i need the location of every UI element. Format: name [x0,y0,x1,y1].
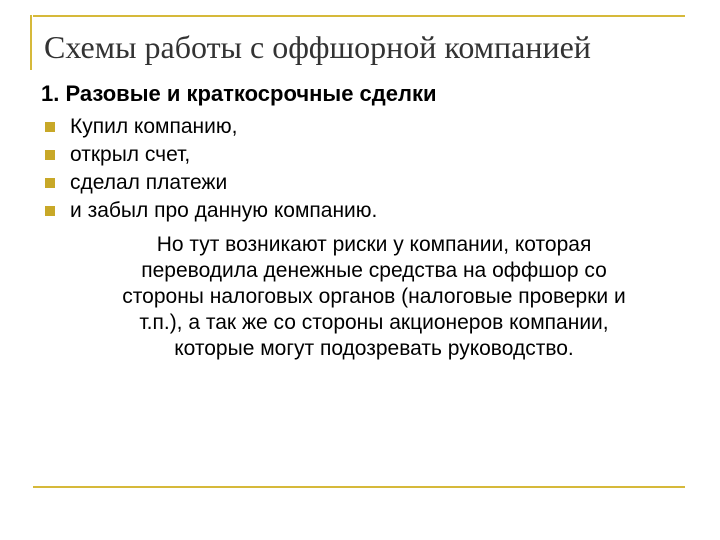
slide-title: Схемы работы с оффшорной компанией [44,29,591,65]
bullet-text: открыл счет, [70,143,191,166]
list-item [41,141,377,169]
list-item [41,169,377,197]
paragraph-line: которые могут подозревать руководство. [174,337,574,360]
risk-paragraph [60,232,688,362]
list-item [41,113,377,141]
paragraph-line: т.п.), а так же со стороны акционеров компании, [139,311,609,334]
square-bullet-icon [45,122,55,132]
bullet-text: сделал платежи [70,171,228,194]
top-divider [33,15,685,17]
left-divider [30,15,32,70]
paragraph-line: переводила денежные средства на оффшор со [141,259,607,282]
paragraph-line: Но тут возникают риски у компании, которая [156,233,592,256]
list-item [41,197,377,225]
section-heading: 1. Разовые и краткосрочные сделки [41,81,437,106]
bullet-list [41,113,377,225]
square-bullet-icon [45,206,55,216]
bullet-text: и забыл про данную компанию. [70,199,378,222]
paragraph-line: стороны налоговых органов (налоговые проверки и [122,285,626,308]
square-bullet-icon [45,150,55,160]
bottom-divider [33,486,685,488]
square-bullet-icon [45,178,55,188]
bullet-text: Купил компанию, [70,115,238,138]
